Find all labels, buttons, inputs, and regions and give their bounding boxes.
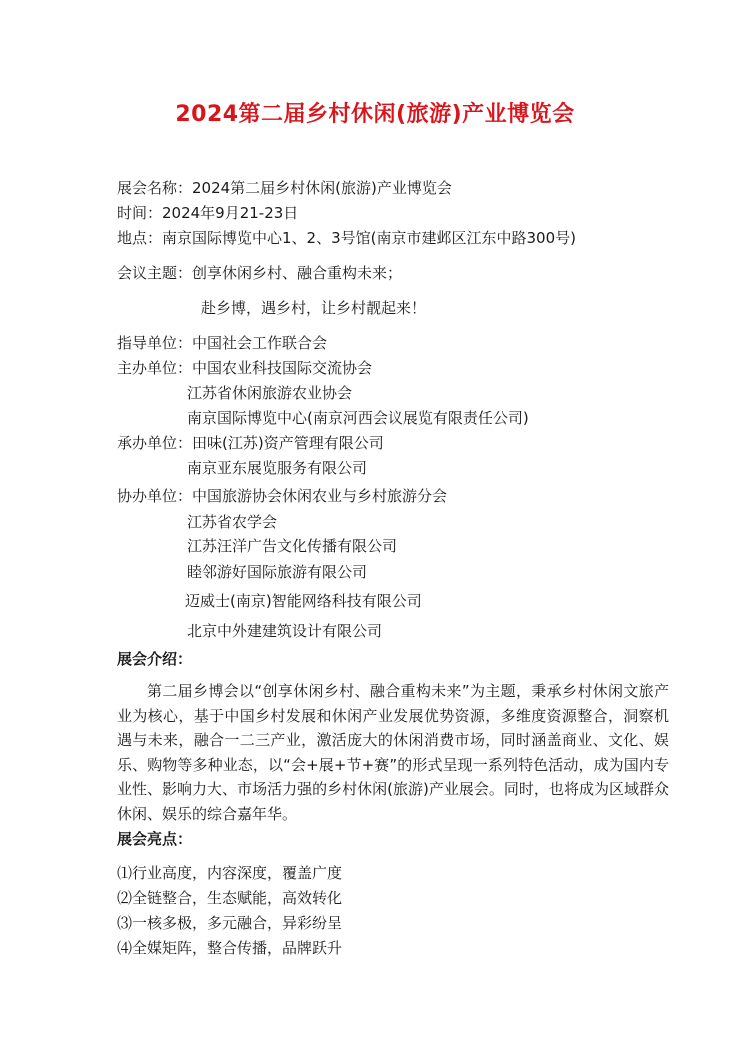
highlight-item: ⑴行业高度，内容深度，覆盖广度 [117, 864, 343, 882]
document-title: 2024第二届乡村休闲(旅游)产业博览会 [175, 102, 575, 127]
assist-unit-6: 北京中外建建筑设计有限公司 [187, 622, 383, 640]
assist-unit-2: 江苏省农学会 [187, 513, 278, 531]
conference-theme: 会议主题：创享休闲乡村、融合重构未来； [117, 264, 403, 282]
assist-unit-4: 睦邻游好国际旅游有限公司 [187, 563, 368, 581]
highlight-item: ⑷全媒矩阵，整合传播，品牌跃升 [117, 939, 343, 957]
undertake-unit: 承办单位：田味(江苏)资产管理有限公司 [117, 434, 384, 452]
highlight-item: ⑵全链整合，生态赋能，高效转化 [117, 889, 343, 907]
undertake-unit-2: 南京亚东展览服务有限公司 [187, 459, 368, 477]
intro-heading: 展会介绍： [117, 650, 193, 668]
exhibition-name: 展会名称：2024第二届乡村休闲(旅游)产业博览会 [117, 179, 452, 197]
exhibition-place: 地点：南京国际博览中心1、2、3号馆(南京市建邺区江东中路300号) [117, 229, 576, 247]
highlights-heading: 展会亮点： [117, 830, 193, 848]
highlight-item: ⑶一核多极，多元融合，异彩纷呈 [117, 914, 343, 932]
theme-slogan: 赴乡博，遇乡村，让乡村靓起来！ [201, 299, 427, 317]
guide-unit: 指导单位：中国社会工作联合会 [117, 334, 328, 352]
assist-unit: 协办单位：中国旅游协会休闲农业与乡村旅游分会 [117, 487, 448, 505]
intro-section [117, 679, 669, 826]
exhibition-time: 时间：2024年9月21-23日 [117, 204, 299, 222]
host-unit: 主办单位：中国农业科技国际交流协会 [117, 359, 373, 377]
host-unit-2: 江苏省休闲旅游农业协会 [187, 384, 353, 402]
assist-unit-3: 江苏汪洋广告文化传播有限公司 [187, 537, 398, 555]
intro-paragraph: 第二届乡博会以“创享休闲乡村、融合重构未来”为主题，秉承乡村休闲文旅产业为核心，基于中国乡村发展和休闲产业发展优势资源，多维度资源整合，洞察机遇与未来，融合一二三产业，激活庞大的休闲消费市场，同时涵盖商业、文化、娱乐、购物等多种业态，以“会+展+节+赛”的形式呈现一系列特色活动，成为国内专业性、影响力大、市场活力强的乡村休闲(旅游)产业展会。同时，也将成为区域群众休闲、娱乐的综合嘉年华。 [117, 682, 669, 823]
assist-unit-5: 迈威士(南京)智能网络科技有限公司 [185, 592, 422, 610]
host-unit-3: 南京国际博览中心(南京河西会议展览有限责任公司) [187, 409, 529, 427]
